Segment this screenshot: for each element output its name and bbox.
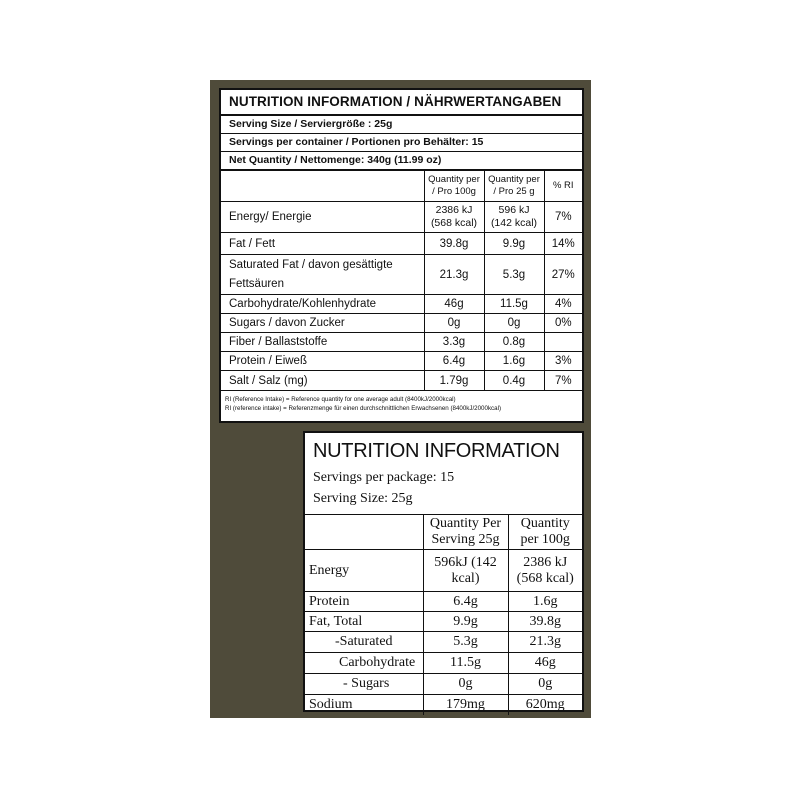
value-per-100g: 0g (424, 314, 484, 333)
value-per-100g: 3.3g (424, 333, 484, 352)
au-servings-per-package: Servings per package: 15 (313, 470, 455, 485)
value-per-100g: 46g (424, 295, 484, 314)
table-row (221, 233, 582, 255)
value-per-100g: 6.4g (424, 352, 484, 371)
value-per-100g: 21.3g (508, 632, 582, 653)
eu-nutrition-label (219, 88, 584, 423)
nutrient-name: Fat, Total (305, 612, 423, 632)
value-per-100g: 1.6g (508, 592, 582, 612)
nutrient-name: Protein / Eiweß (221, 352, 424, 371)
value-per-serving: 179mg (423, 695, 508, 715)
au-nutrition-label (303, 431, 584, 712)
au-header-blank (305, 515, 423, 550)
nutrient-name: Energy (305, 550, 423, 592)
table-row (221, 314, 582, 333)
value-per-serving: 6.4g (423, 592, 508, 612)
value-per-100g: 46g (508, 653, 582, 674)
table-row (305, 592, 582, 612)
eu-footnote-english: RI (Reference Intake) = Reference quantity for one average adult (8400kJ/2000kcal) (225, 396, 456, 403)
au-header-per-serving: Quantity Per Serving 25g (423, 515, 508, 550)
eu-header-ri: % RI (544, 171, 582, 202)
nutrient-name: Energy/ Energie (221, 202, 424, 233)
value-ri: 4% (544, 295, 582, 314)
eu-servings-per-container: Servings per container / Portionen pro Behälter: 15 (221, 134, 582, 152)
value-per-100g: 620mg (508, 695, 582, 715)
table-row (221, 255, 582, 295)
value-per-serving: 0g (423, 674, 508, 695)
table-row (305, 550, 582, 592)
value-per-serving: 9.9g (484, 233, 544, 255)
nutrient-name: Carbohydrate/Kohlenhydrate (221, 295, 424, 314)
eu-header-per-25g: Quantity per / Pro 25 g (484, 171, 544, 202)
value-per-serving: 0g (484, 314, 544, 333)
nutrient-name: Saturated Fat / davon gesättigte Fettsäuren (221, 255, 424, 295)
table-row (221, 333, 582, 352)
nutrient-name: - Sugars (305, 674, 423, 695)
value-ri: 7% (544, 371, 582, 391)
nutrient-name: Salt / Salz (mg) (221, 371, 424, 391)
value-per-100g: 0g (508, 674, 582, 695)
eu-serving-size: Serving Size / Serviergröße : 25g (221, 116, 582, 134)
value-per-serving: 5.3g (423, 632, 508, 653)
value-per-100g: 21.3g (424, 255, 484, 295)
table-row (305, 653, 582, 674)
table-row (305, 674, 582, 695)
eu-header-blank (221, 171, 424, 202)
table-row (221, 371, 582, 391)
value-per-serving: 0.4g (484, 371, 544, 391)
au-header-per-100g: Quantity per 100g (508, 515, 582, 550)
value-per-100g: 39.8g (424, 233, 484, 255)
table-row (221, 295, 582, 314)
nutrient-name: Fat / Fett (221, 233, 424, 255)
value-per-serving: 11.5g (423, 653, 508, 674)
nutrient-name: Sugars / davon Zucker (221, 314, 424, 333)
value-per-100g: 39.8g (508, 612, 582, 632)
eu-footnote (221, 391, 582, 413)
eu-footnote-german: RI (reference intake) = Referenzmenge für einen durchschnittlichen Erwachsenen (8400kJ/2000kcal) (225, 405, 502, 412)
value-per-serving: 596 kJ (142 kcal) (484, 202, 544, 233)
value-ri: 0% (544, 314, 582, 333)
value-ri: 27% (544, 255, 582, 295)
value-per-serving: 596kJ (142 kcal) (423, 550, 508, 592)
nutrient-name: -Saturated (305, 632, 423, 653)
au-serving-size: Serving Size: 25g (313, 491, 413, 506)
table-row (305, 695, 582, 715)
value-ri: 3% (544, 352, 582, 371)
value-per-100g: 1.79g (424, 371, 484, 391)
table-row (305, 632, 582, 653)
value-per-serving: 11.5g (484, 295, 544, 314)
table-row (221, 352, 582, 371)
value-per-100g: 2386 kJ (568 kcal) (424, 202, 484, 233)
eu-header-per-100g: Quantity per / Pro 100g (424, 171, 484, 202)
au-label-title: NUTRITION INFORMATION (313, 440, 560, 462)
eu-header-row (221, 171, 582, 202)
au-nutrition-table (305, 514, 582, 715)
value-ri: 14% (544, 233, 582, 255)
eu-net-quantity: Net Quantity / Nettomenge: 340g (11.99 oz) (221, 152, 582, 170)
nutrient-name: Protein (305, 592, 423, 612)
value-per-serving: 5.3g (484, 255, 544, 295)
eu-nutrition-table (221, 170, 582, 391)
value-per-serving: 9.9g (423, 612, 508, 632)
value-per-100g: 2386 kJ (568 kcal) (508, 550, 582, 592)
eu-label-title: NUTRITION INFORMATION / NÄHRWERTANGABEN (221, 90, 582, 116)
table-row (305, 612, 582, 632)
value-ri: 7% (544, 202, 582, 233)
value-per-serving: 1.6g (484, 352, 544, 371)
nutrient-name: Sodium (305, 695, 423, 715)
value-ri (544, 333, 582, 352)
au-header-row (305, 515, 582, 550)
nutrient-name: Carbohydrate (305, 653, 423, 674)
value-per-serving: 0.8g (484, 333, 544, 352)
nutrient-name: Fiber / Ballaststoffe (221, 333, 424, 352)
table-row (221, 202, 582, 233)
